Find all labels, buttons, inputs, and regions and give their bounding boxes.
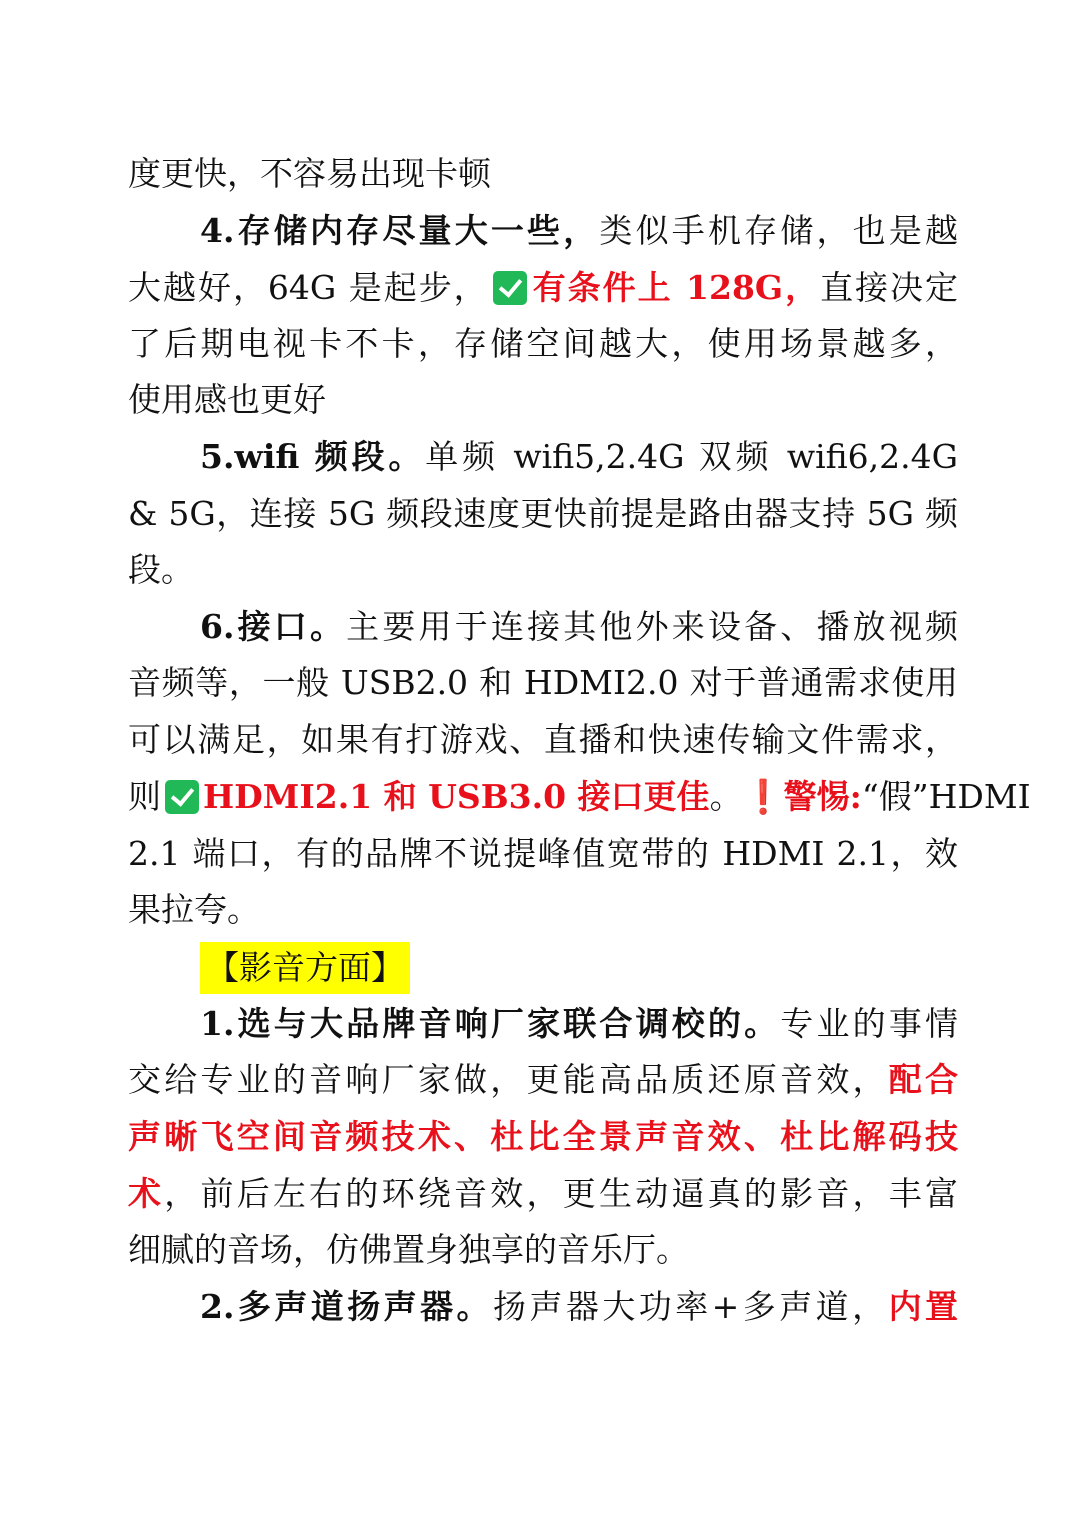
text-span: 主要用于连接其他外来设备、播放视频: [346, 607, 959, 646]
paragraph-line: [128, 548, 958, 596]
text-span: 使用感也更好: [128, 380, 326, 419]
paragraph-line: [128, 152, 958, 200]
section-heading-line: [200, 942, 900, 996]
text-span: 段。: [128, 550, 194, 589]
text-span: 类似手机存储，也是越: [599, 211, 959, 250]
text-span: 扬声器大功率+多声道，: [493, 1287, 889, 1326]
paragraph-line: [128, 718, 958, 766]
paragraph-line: [128, 661, 958, 709]
emphasis-text: 术: [128, 1174, 165, 1213]
text-span: ，前后左右的环绕音效，更生动逼真的影音，丰富: [164, 1174, 959, 1213]
text-span: 直接决定: [820, 268, 959, 307]
text-span: 了后期电视卡不卡，存储空间越大，使用场景越多，: [128, 324, 958, 363]
paragraph-line: [128, 209, 958, 257]
text-span: 度更快，不容易出现卡顿: [128, 154, 491, 193]
paragraph-line: [128, 1058, 958, 1106]
paragraph-line: [128, 605, 958, 653]
item-heading: 6.接口。: [200, 607, 347, 646]
text-span: “假”HDMI: [861, 777, 1031, 816]
emphasis-text: 有条件上 128G，: [530, 268, 821, 307]
paragraph-line: [128, 888, 958, 936]
paragraph-line: [128, 1172, 958, 1220]
paragraph-line: [128, 1285, 958, 1333]
emphasis-text: HDMI2.1 和 USB3.0 接口更佳: [203, 777, 710, 816]
text-span: 专业的事情: [780, 1004, 959, 1043]
text-span: 果拉夸。: [128, 890, 260, 929]
text-span: 音频等，一般 USB2.0 和 HDMI2.0 对于普通需求使用: [128, 663, 958, 702]
paragraph-line: [128, 1228, 958, 1276]
item-heading: 5.wifi 频段。: [200, 437, 426, 476]
check-icon: [493, 271, 527, 305]
text-span: 则: [128, 777, 161, 816]
item-heading: 4.存储内存尽量大一些，: [200, 211, 600, 250]
item-heading: 2.多声道扬声器。: [200, 1287, 494, 1326]
text-span: 。: [709, 777, 743, 816]
emphasis-text: 内置: [888, 1287, 959, 1326]
text-span: 细腻的音场，仿佛置身独享的音乐厅。: [128, 1230, 689, 1269]
paragraph-line: [128, 378, 958, 426]
warning-label: 警惕:: [783, 777, 862, 816]
section-heading: 【影音方面】: [200, 942, 410, 994]
paragraph-line: [128, 435, 958, 483]
text-span: 单频 wifi5,2.4G 双频 wifi6,2.4G: [425, 437, 958, 476]
paragraph-line: [128, 1115, 958, 1163]
item-heading: 1.选与大品牌音响厂家联合调校的。: [200, 1004, 781, 1043]
text-span: 可以满足，如果有打游戏、直播和快速传输文件需求，: [128, 720, 958, 759]
paragraph-line: [128, 322, 958, 370]
emphasis-text: 声晰飞空间音频技术、杜比全景声音效、杜比解码技: [128, 1117, 958, 1156]
paragraph-line: [128, 832, 958, 880]
emphasis-text: 配合: [888, 1060, 959, 1099]
text-span: 2.1 端口，有的品牌不说提峰值宽带的 HDMI 2.1，效: [128, 834, 958, 873]
exclamation-icon: ❗: [742, 777, 784, 816]
paragraph-line: [128, 1002, 958, 1050]
paragraph-line: [128, 266, 958, 314]
text-span: 交给专业的音响厂家做，更能高品质还原音效，: [128, 1060, 889, 1099]
check-icon: [165, 780, 199, 814]
text-span: & 5G，连接 5G 频段速度更快前提是路由器支持 5G 频: [128, 494, 958, 533]
paragraph-line: [128, 775, 1031, 823]
paragraph-line: [128, 492, 958, 540]
text-span: 大越好，64G 是起步，: [128, 268, 489, 307]
